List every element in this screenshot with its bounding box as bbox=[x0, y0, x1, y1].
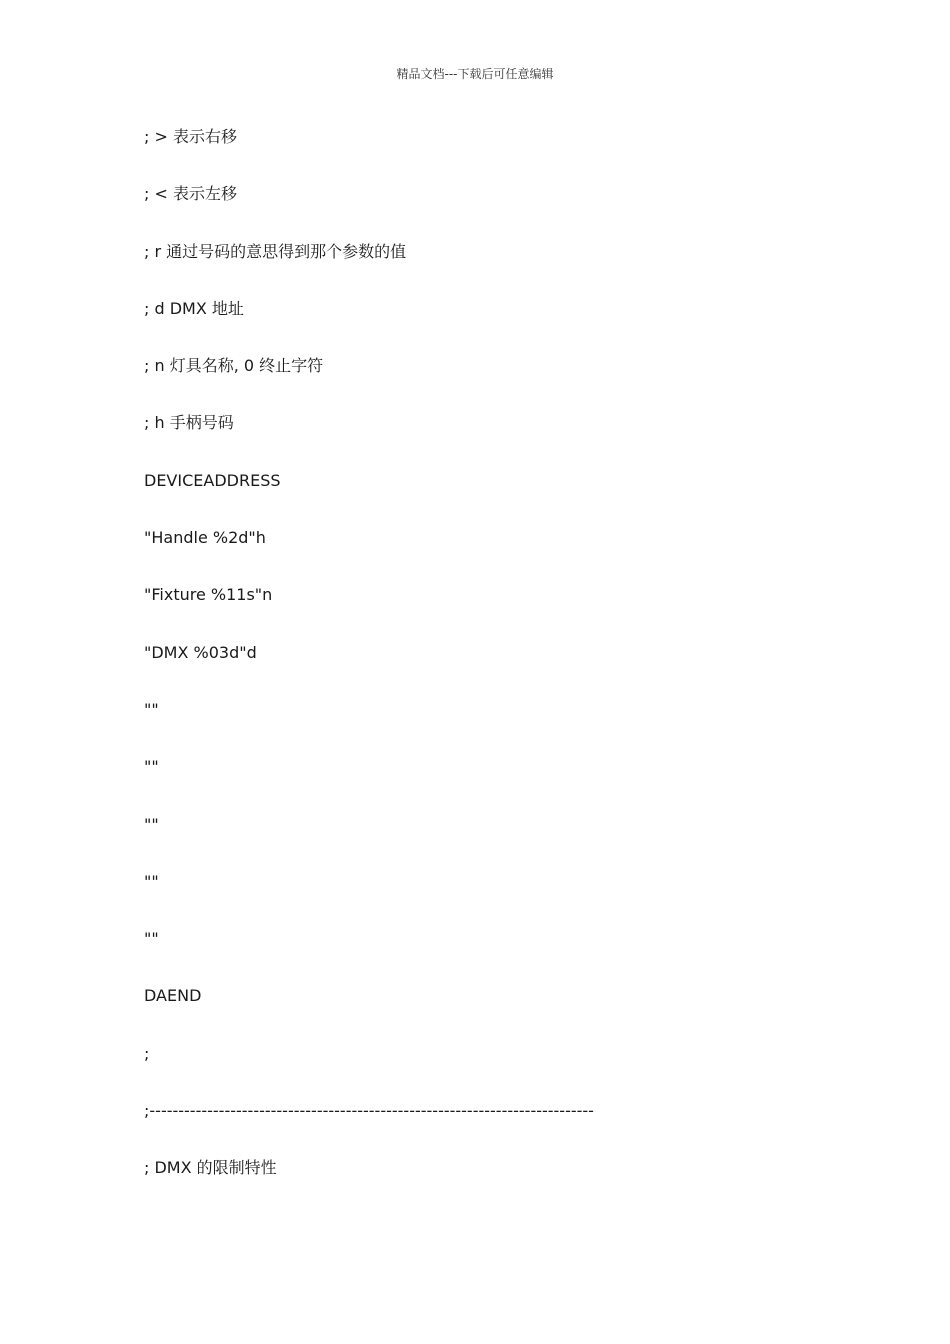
text-line: "" bbox=[144, 871, 159, 891]
text-line: ; > 表示右移 bbox=[144, 127, 237, 146]
text-line: "" bbox=[144, 814, 159, 834]
text-line: "" bbox=[144, 929, 159, 949]
page-header: 精品文档---下载后可任意编辑 bbox=[396, 67, 554, 81]
text-line: DAEND bbox=[144, 986, 202, 1006]
separator-line: ;----------------------------------------------------------------------------- bbox=[144, 1101, 594, 1121]
text-line: ; bbox=[144, 1043, 150, 1063]
document-body bbox=[144, 126, 844, 1215]
text-line: "" bbox=[144, 699, 159, 719]
text-line: ; r 通过号码的意思得到那个参数的值 bbox=[144, 241, 407, 261]
text-line: ; DMX 的限制特性 bbox=[144, 1158, 277, 1178]
text-line: ; d DMX 地址 bbox=[144, 298, 244, 318]
text-line: "DMX %03d"d bbox=[144, 642, 257, 662]
text-line: "" bbox=[144, 757, 159, 777]
text-line: "Fixture %11s"n bbox=[144, 585, 273, 605]
text-line: "Handle %2d"h bbox=[144, 528, 266, 548]
text-line: ; h 手柄号码 bbox=[144, 413, 234, 433]
text-line: ; < 表示左移 bbox=[144, 184, 237, 204]
text-line: ; n 灯具名称, 0 终止字符 bbox=[144, 356, 324, 376]
text-line: DEVICEADDRESS bbox=[144, 470, 281, 490]
